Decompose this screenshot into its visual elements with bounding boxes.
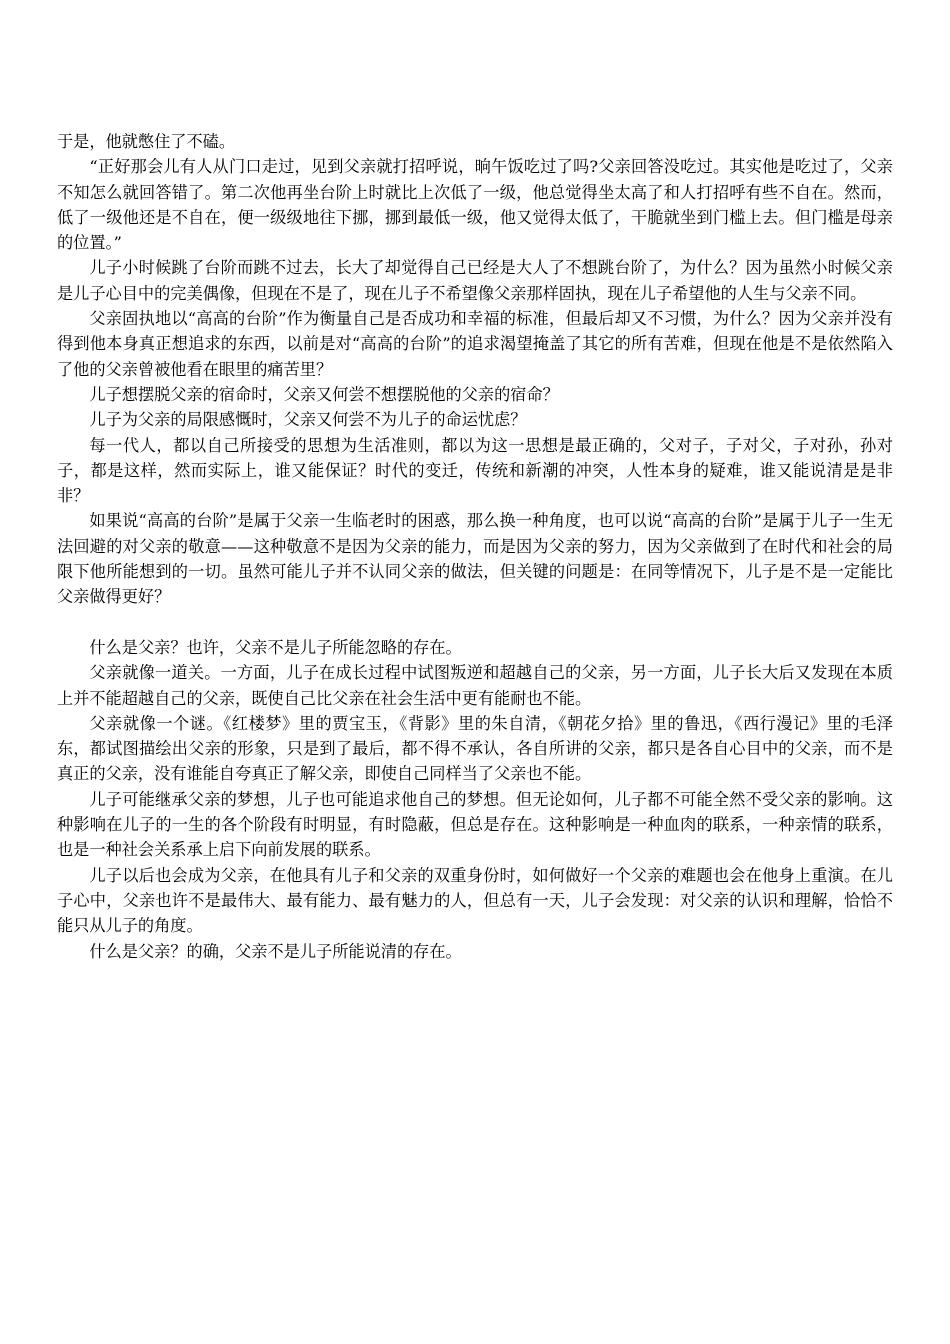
- paragraph: 儿子小时候跳了台阶而跳不过去，长大了却觉得自己已经是大人了不想跳台阶了，为什么？因为虽然小时候父亲是儿子心目中的完美偶像，但现在不是了，现在儿子不希望像父亲那样固执，现在儿子希望他的人生与父亲不同。: [57, 258, 893, 303]
- paragraph: 每一代人，都以自己所接受的思想为生活准则，都以为这一思想是最正确的，父对子，子对父，子对孙，孙对子，都是这样，然而实际上，谁又能保证？时代的变迁，传统和新潮的冲突，人性本身的疑难，谁又能说清是是非非？: [57, 435, 893, 506]
- paragraph: “正好那会儿有人从门口走过，见到父亲就打招呼说，晌午饭吃过了吗?父亲回答没吃过。其实他是吃过了，父亲不知怎么就回答错了。第二次他再坐台阶上时就比上次低了一级，他总觉得坐太高了和人打招呼有些不自在。然而，低了一级他还是不自在，便一级级地往下挪，挪到最低一级，他又觉得太低了，干脆就坐到门槛上去。但门槛是母亲的位置。”: [57, 157, 893, 253]
- section-what-is-father: [57, 635, 893, 964]
- section-spacer: [57, 610, 893, 635]
- paragraph: 父亲就像一道关。一方面，儿子在成长过程中试图叛逆和超越自己的父亲，另一方面，儿子长大后又发现在本质上并不能超越自己的父亲，既使自己比父亲在社会生活中更有能耐也不能。: [57, 663, 893, 708]
- paragraph: 什么是父亲？也许，父亲不是儿子所能忽略的存在。: [89, 637, 462, 657]
- paragraph: 什么是父亲？的确，父亲不是儿子所能说清的存在。: [89, 941, 462, 961]
- section-high-steps: [57, 129, 893, 610]
- paragraph: 儿子可能继承父亲的梦想，儿子也可能追求他自己的梦想。但无论如何，儿子都不可能全然不受父亲的影响。这种影响在儿子的一生的各个阶段有时明显，有时隐蔽，但总是存在。这种影响是一种血肉的联系，一种亲情的联系，也是一种社会关系承上启下向前发展的联系。: [57, 789, 893, 860]
- paragraph: 于是，他就憋住了不磕。: [57, 132, 236, 151]
- document-page: [57, 129, 893, 964]
- paragraph: 儿子为父亲的局限感慨时，父亲又何尝不为儿子的命运忧虑？: [89, 410, 527, 430]
- paragraph: 儿子以后也会成为父亲，在他具有儿子和父亲的双重身份时，如何做好一个父亲的难题也会在他身上重演。在儿子心中，父亲也许不是最伟大、最有能力、最有魅力的人，但总有一天，儿子会发现：对父亲的认识和理解，恰恰不能只从儿子的角度。: [57, 865, 893, 936]
- paragraph: 父亲固执地以“高高的台阶”作为衡量自己是否成功和幸福的标准，但最后却又不习惯，为什么？因为父亲并没有得到他本身真正想追求的东西，以前是对“高高的台阶”的追求渴望掩盖了其它的所有苦难，但现在他是不是依然陷入了他的父亲曾被他看在眼里的痛苦里？: [57, 309, 893, 379]
- paragraph: 父亲就像一个谜。《红楼梦》里的贾宝玉，《背影》里的朱自清，《朝花夕拾》里的鲁迅，《西行漫记》里的毛泽东，都试图描绘出父亲的形象，只是到了最后，都不得不承认，各自所讲的父亲，都只是各自心目中的父亲，而不是真正的父亲，没有谁能自夸真正了解父亲，即使自己同样当了父亲也不能。: [57, 713, 893, 784]
- paragraph: 如果说“高高的台阶”是属于父亲一生临老时的困惑，那么换一种角度，也可以说“高高的台阶”是属于儿子一生无法回避的对父亲的敬意——这种敬意不是因为父亲的能力，而是因为父亲的努力，因为父亲做到了在时代和社会的局限下他所能想到的一切。虽然可能儿子并不认同父亲的做法，但关键的问题是：在同等情况下，儿子是不是一定能比父亲做得更好？: [57, 511, 893, 607]
- paragraph: 儿子想摆脱父亲的宿命时，父亲又何尝不想摆脱他的父亲的宿命？: [89, 384, 559, 404]
